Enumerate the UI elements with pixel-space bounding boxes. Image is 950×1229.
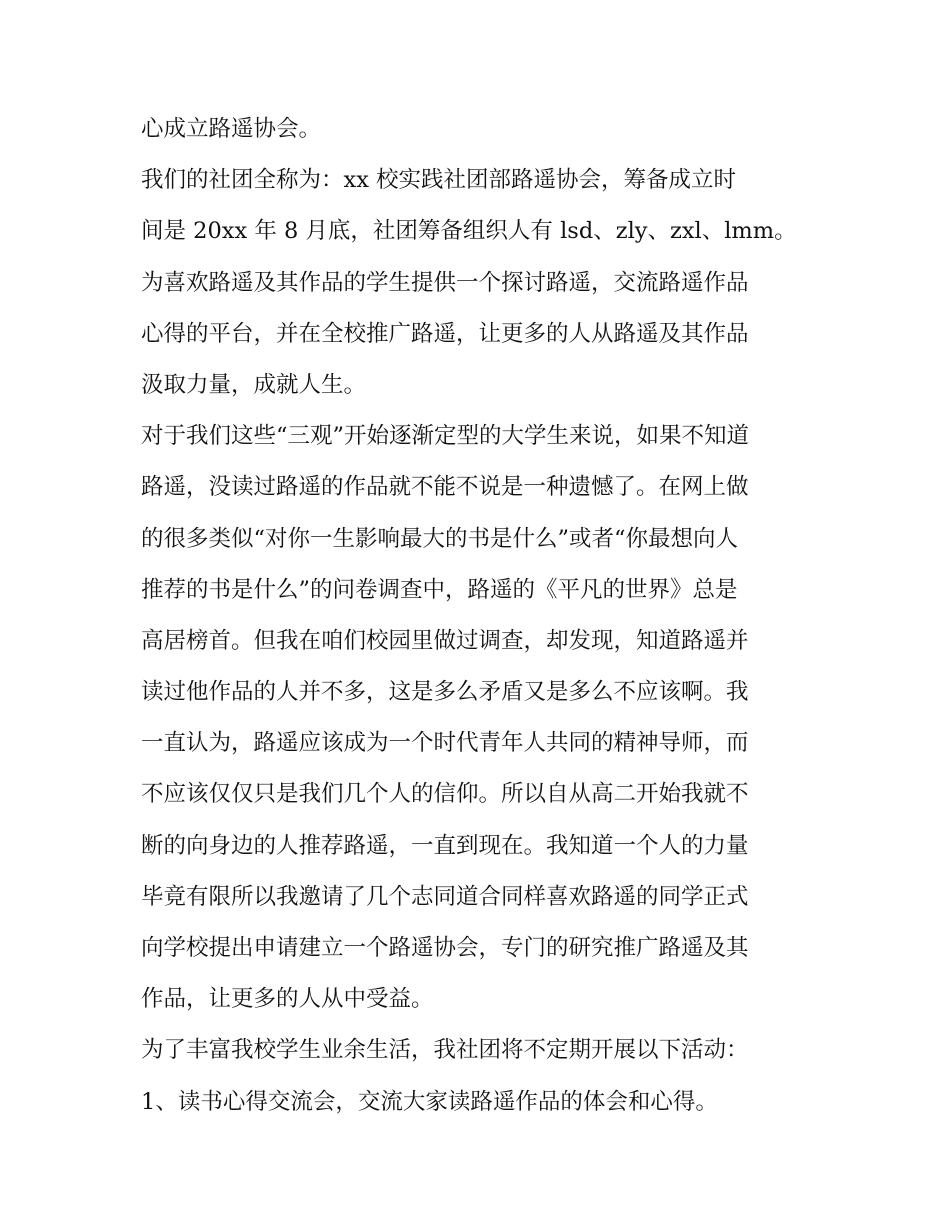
text-line: 1、读书心得交流会，交流大家读路遥作品的体会和心得。 <box>141 1088 718 1115</box>
document-body <box>141 104 813 1128</box>
text-line: 读过他作品的人并不多，这是多么矛盾又是多么不应该啊。我 <box>141 679 749 706</box>
text-line: 作品，让更多的人从中受益。 <box>141 986 434 1013</box>
text-line: 不应该仅仅只是我们几个人的信仰。所以自从高二开始我就不 <box>141 781 749 808</box>
text-line: 的很多类似“对你一生影响最大的书是什么”或者“你最想向人 <box>141 525 739 552</box>
text-line: 心得的平台，并在全校推广路遥，让更多的人从路遥及其作品 <box>141 320 749 347</box>
text-line: 间是 20xx 年 8 月底，社团筹备组织人有 lsd、zly、zxl、lmm。 <box>141 218 797 245</box>
text-line: 我们的社团全称为：xx 校实践社团部路遥协会，筹备成立时 <box>141 167 737 194</box>
text-line: 向学校提出申请建立一个路遥协会，专门的研究推广路遥及其 <box>141 935 749 961</box>
text-line: 推荐的书是什么”的问卷调查中，路遥的《平凡的世界》总是 <box>141 576 738 603</box>
text-line: 为喜欢路遥及其作品的学生提供一个探讨路遥，交流路遥作品 <box>141 269 749 296</box>
text-line: 为了丰富我校学生业余生活，我社团将不定期开展以下活动： <box>141 1037 749 1064</box>
text-line: 断的向身边的人推荐路遥，一直到现在。我知道一个人的力量 <box>141 832 749 859</box>
text-line: 毕竟有限所以我邀请了几个志同道合同样喜欢路遥的同学正式 <box>141 883 749 910</box>
text-line: 一直认为，路遥应该成为一个时代青年人共同的精神导师，而 <box>141 730 749 757</box>
text-line: 心成立路遥协会。 <box>141 116 322 142</box>
text-line: 汲取力量，成就人生。 <box>141 371 367 398</box>
text-line: 路遥，没读过路遥的作品就不能不说是一种遗憾了。在网上做 <box>141 474 749 501</box>
text-line: 高居榜首。但我在咱们校园里做过调查，却发现，知道路遥并 <box>141 627 749 654</box>
text-line: 对于我们这些“三观”开始逐渐定型的大学生来说，如果不知道 <box>141 423 750 450</box>
